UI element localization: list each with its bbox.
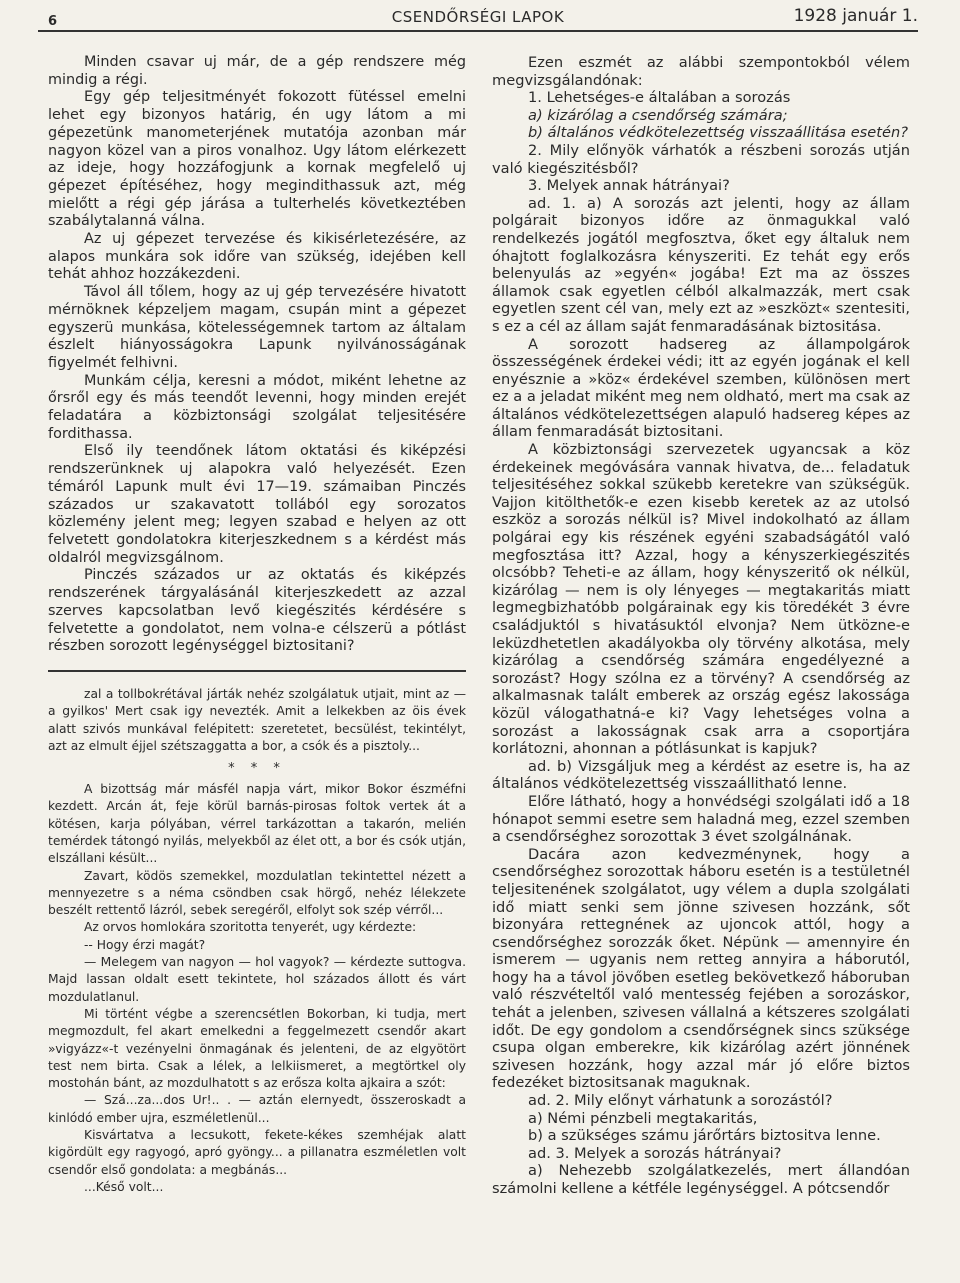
answer-heading: ad. 2. Mily előnyt várhatunk a sorozástól? [528,1092,833,1110]
paragraph: ad. 1. a) A sorozás azt jelenti, hogy az állam polgárait bizonyos időre az önmagukkal való rendelkezés jogától megfosztva, őket egy általuk nem óhajtott foglalkozásra kényszeriti. Ez tehát egy erős belenyulás az »egyén« jogába! Ezt ma az összes államok csak egyetlen célból alkalmazzák, mert csak egyetlen szent cél van, mely ezt az »eszközt« szentesiti, s ez a cél az állam saját fenmaradásának biztositása. [492,194,910,335]
paragraph: Dacára azon kedvezménynek, hogy a csendőrséghez sorozottak háboru esetén is a testületnél teljesitenének szolgálatot, ugy vélem a dupla szolgálati idő miatt senki sem jönne szivesen hozzánk, sőt bizonyára rettegnének az ujoncok attól, hogy a csendőrséghez sorozzák őket. Népünk — amennyire én ismerem — ugyanis nem retteg annyira a háborutól, hogy ha a távol jövőben esetleg bekövetkező háboruban való részvételtől való mentesség fejében a sorozáskor, tehát a jelenben, szivesen vállalná a kétszeres szolgálati időt. De egy gondolom a csendőrségnek sincs szüksége csupa olgan emberekre, kik kizárólag azért jönnének szivesen hozzánk, hogy azzal már jó előre biztos fedezéket biztositsanak maguknak. [492,845,910,1092]
paragraph: Az uj gépezet tervezése és kikisérletezésére, az alapos munkára sok időre van szükség, idejében kell tehát ahhoz hozzákezdeni. [48,231,466,283]
question-subitem: b) általános védkötelezettség visszaállitása esetén? [528,124,908,142]
section-divider [48,670,466,672]
answer-item: a) Némi pénzbeli megtakaritás, [528,1109,758,1127]
paragraph: Minden csavar uj már, de a gép rendszere még mindig a régi. [48,54,466,88]
answer-heading: ad. 3. Melyek a sorozás hátrányai? [528,1144,782,1162]
paragraph: Egy gép teljesitményét fokozott fütéssel emelni lehet egy bizonyos határig, én ugy látom a mi gépezetünk manometerjének mutatója azonban már nagyon közel van a piros vonalhoz. Ugy látom elérkezett az ideje, hogy hozzáfogjunk a kornak megfelelő uj gépezet építéséhez, hogy megindithassuk azt, még mielőtt a régi gép járása a tulterhelés következtében szabálytalanná válna. [48,89,466,230]
paragraph: a) Nehezebb szolgálatkezelés, mert állandóan számolni kellene a kétféle legénységgel. A pótcsendőr [492,1162,910,1197]
page-number: 6 [48,14,58,29]
story-paragraph: Zavart, ködös szemekkel, mozdulatlan tekintettel nézett a mennyezetre s a néma csöndben csak hörgő, nehéz lélekzete beszélt rettentő lázról, sebek seregéről, elfolyt sok szép vérről... [48,868,466,918]
issue-date: 1928 január 1. [793,6,918,26]
story-paragraph: ...Késő volt... [84,1179,164,1194]
paragraph: Első ily teendőnek látom oktatási és kiképzési rendszerünknek uj alapokra való helyezését. Ezen témáról Lapunk mult évi 17—19. számaiban Pinczés százados ur szakavatott tollából egy sorozatos közlemény jelent meg; legyen szabad e helyen az ott felvetett gondolatokra kiterjeszkednem s a kérdést más oldalról megvizsgálnom. [48,443,466,566]
story-paragraph: A bizottság már másfél napja várt, mikor Bokor észméfni kezdett. Arcán át, feje körül barnás-pirosas foltok vertek át a kötésen, karja pólyában, vérrel tarkázottan a takarón, melién temérdek tátongó nyilás, melyekből az élet ott, a bor és csók utján, elszállani késült... [48,782,466,866]
story-paragraph: — Szá...za...dos Ur!.. . — aztán elernyedt, összeroskadt a kinlódó ember ujra, eszméletlenül... [48,1093,466,1125]
paragraph: ad. b) Vizsgáljuk meg a kérdést az esetre is, ha az általános védkötelezettség visszaállitható lenne. [492,757,910,793]
paragraph: Pinczés százados ur az oktatás és kiképzés rendszerének tárgyalásánál kiterjeszkedett az azzal szerves kapcsolatban levő kiegészités kérdésére s felvetette a gondolatot, nem volna-e célszerü a pótlást részben sorozott legénységgel biztositani? [48,567,466,655]
left-column [48,54,466,1196]
question-item: 2. Mily előnyök várhatók a részbeni sorozás utján való kiegészitésből? [492,141,910,177]
paragraph: A sorozott hadsereg az állampolgárok összességének érdekei védi; itt az egyén jogának el kell enyésznie a »köz« érdekével szemben, különösen mert ez a a jeladat miként meg nem oldható, mert ma csak az általános védkötelezettségen alapuló hadsereg képes az állam fenmaradását biztositani. [492,335,910,441]
story-paragraph: Mi történt végbe a szerencsétlen Bokorban, ki tudja, mert megmozdult, fel akart emelkedni a feggelmezett csendőr akart »vigyázz«-t vezényelni önmagának és jelenteni, de az elgyötört test nem birta. Csak a lélek, a lelkiismeret, a megtörtkel oly mostohán bánt, az mozdulhatott s az erősza kolta ajkaira a szót: [48,1006,466,1091]
page-header [38,6,918,32]
section-stars: * * * [228,761,286,777]
answer-item: b) a szükséges számu járőrtárs biztositva lenne. [528,1127,881,1145]
paragraph: Távol áll tőlem, hogy az uj gép tervezésére hivatott mérnöknek képzeljem magam, csupán mint a gépezet egyszerü munkása, kötelességemnek tartom az általam észlelt hiányosságokra Lapunk nyilvánosságának figyelmét felhivni. [48,284,466,371]
story-section [48,686,466,1196]
story-paragraph: — Melegem van nagyon — hol vagyok? — kérdezte suttogva. Majd lassan oldalt esett tekintete, hol százados állott és várt mozdulatlanul. [48,955,466,1004]
paragraph: Munkám célja, keresni a módot, miként lehetne az őrsről egy és más teendőt levenni, hogy minden erejét feladatára a közbiztonsági szolgálat teljesitésére fordithassa. [48,372,466,442]
paragraph: Ezen eszmét az alábbi szempontokból vélem megvizsgálandónak: [492,54,910,89]
right-column [492,54,910,1198]
question-item: 3. Melyek annak hátrányai? [528,177,730,195]
paragraph: A közbiztonsági szervezetek ugyancsak a köz érdekeinek megóvására vannak hivatva, de... feladatuk teljesitéséhez sokkal szükebb keretekre van szükségük. Vajjon kitölthetők-e ezen kisebb keretek az az utolsó eszköz a sorozás nélkül is? Mivel indokolható az állam polgárai egy kis részének egyéni szabadságától való megfosztása itt? Azzal, hogy a kényszerkiegészités olcsóbb? Teheti-e az állam, hogy kényszeritő ok nélkül, kizárólag — nem is oly lényeges — megtakaritás miatt legmegbizhatóbb polgárainak egy kis töredékét 3 évre családjuktól s hivatásuktól elvonja? Nem ütközne-e leküzdhetetlen akadályokba oly törvény alkotása, mely kizárólag a csendőrség számára engedélyezné a sorozást? Hogy szólna ez a törvény? A csendőrség az alkalmasnak talált emberek az ország egész lakossága közül válogathatná-e ki? Vagy lehetséges volna a sorozást a lakosságnak csak arra a csoportjára korlátozni, ahonnan a pótlásunkat is kapjuk? [492,441,910,758]
story-paragraph: Az orvos homlokára szoritotta tenyerét, ugy kérdezte: [84,920,417,935]
running-title: CSENDŐRSÉGI LAPOK [391,8,565,26]
question-item: 1. Lehetséges-e általában a sorozás [528,89,791,107]
paragraph: Előre látható, hogy a honvédségi szolgálati idő a 18 hónapot semmi esetre sem haladná meg, ezzel szemben a csendőrséghez sorozottak 3 évet szolgálnának. [492,792,910,846]
story-paragraph: -- Hogy érzi magát? [84,937,206,952]
question-subitem: a) kizárólag a csendőrség számára; [528,106,788,124]
story-paragraph: zal a tollbokrétával járták nehéz szolgálatuk utjait, mint az — a gyilkos' Mert csak igy nevezték. Amit a lelkekben az öis évek alatt szivós munkával felépitett: szeretetet, becsülést, tekintélyt, azt az elmult éjjel szétszaggatta a bor, a csók és a pisztoly... [48,686,466,753]
story-paragraph: Kisvártatva a lecsukott, fekete-kékes szemhéjak alatt kigördült egy ragyogó, apró gyöngy... a pillanatra eszméletlen volt csendőr első gondolata: a megbánás... [48,1128,466,1177]
